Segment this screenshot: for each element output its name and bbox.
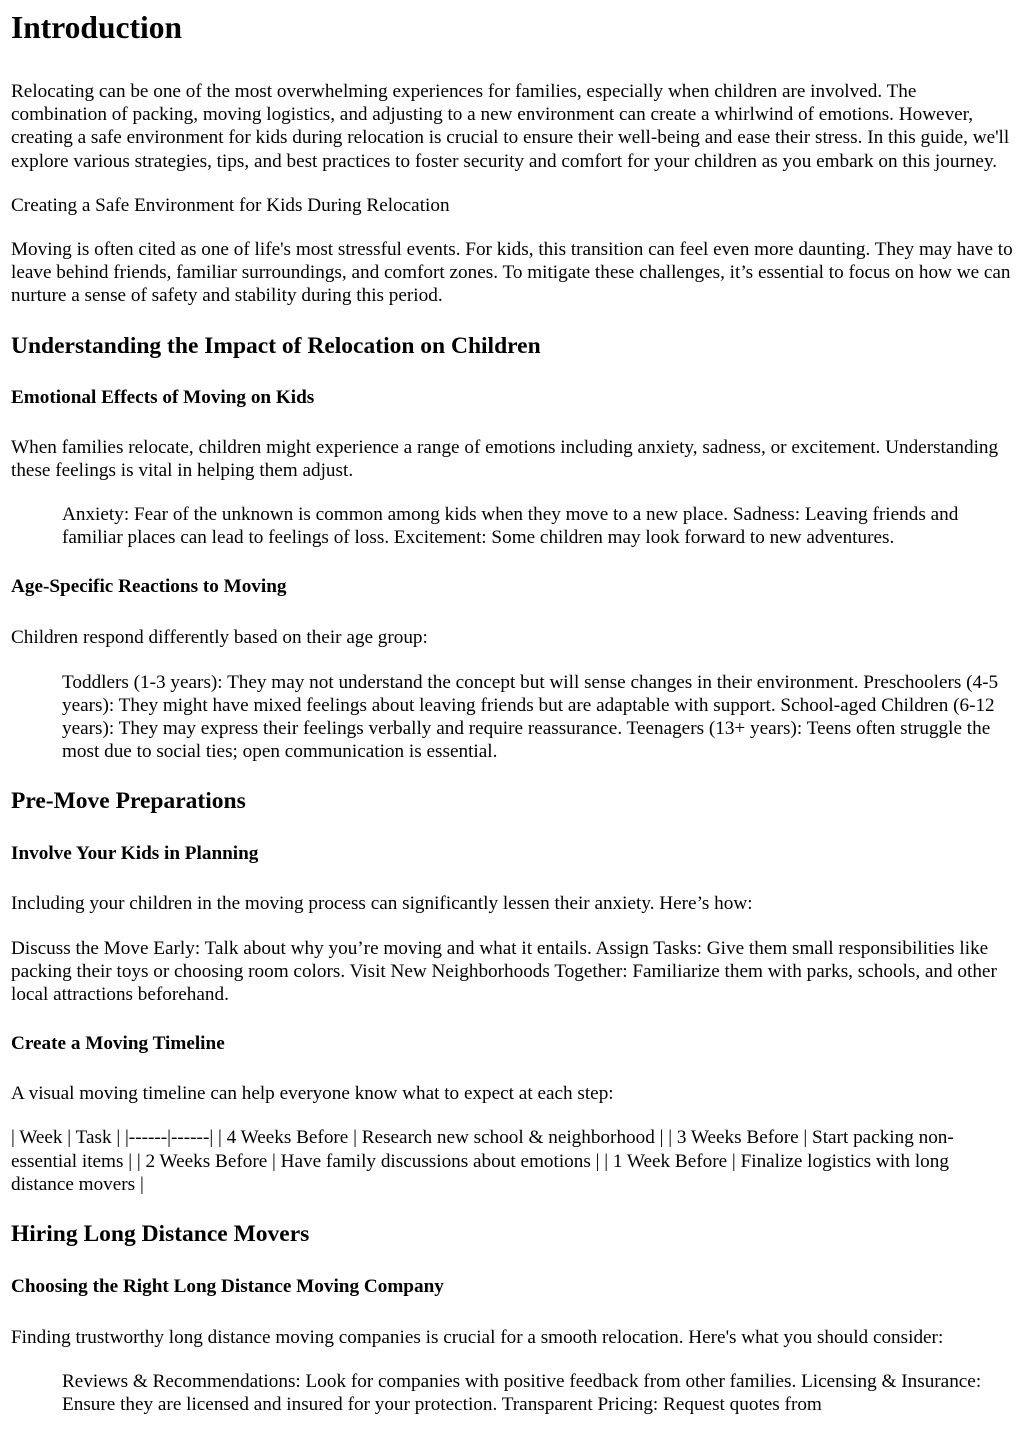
impact-heading: Understanding the Impact of Relocation on Children	[11, 332, 541, 359]
intro-paragraph: Relocating can be one of the most overwhelming experiences for families, especially when children are involved. The combination of packing, moving logistics, and adjusting to a new environment can create a whirlwind of emotions. However, creating a safe environment for kids during relocation is crucial to ensure their well-being and ease their stress. In this guide, we'll explore various strategies, tips, and best practices to foster security and comfort for your children as you embark on this journey.	[11, 81, 1010, 172]
emotions-blockquote: Anxiety: Fear of the unknown is common among kids when they move to a new place. Sadness: Leaving friends and familiar places can lead to feelings of loss. Excitement: Some children may look forward to new adventures.	[62, 504, 959, 549]
choosing-company-paragraph: Finding trustworthy long distance moving companies is crucial for a smooth relocation. Here's what you should consider:	[11, 1327, 944, 1349]
emotional-effects-heading: Emotional Effects of Moving on Kids	[11, 386, 315, 408]
considerations-blockquote: Reviews & Recommendations: Look for companies with positive feedback from other families. Licensing & Insurance: Ensure they are licensed and insured for your protection. Transparent Pricing: Request quotes from	[62, 1371, 982, 1416]
timeline-paragraph: A visual moving timeline can help everyone know what to expect at each step:	[11, 1083, 614, 1105]
emotional-effects-paragraph: When families relocate, children might experience a range of emotions including anxiety, sadness, or excitement. Understanding these feelings is vital in helping them adjust.	[11, 436, 999, 481]
involve-kids-heading: Involve Your Kids in Planning	[11, 843, 259, 865]
timeline-table-text: | Week | Task | |------|------| | 4 Weeks Before | Research new school & neighborhood | | 3 Weeks Before | Start packing non-essential items | | 2 Weeks Before | Have family discussions about emotions | | 1 Week Before | Finalize logistics with long distance movers |	[11, 1127, 954, 1195]
premove-heading: Pre-Move Preparations	[11, 788, 246, 815]
hiring-movers-heading: Hiring Long Distance Movers	[11, 1221, 310, 1248]
moving-stress-paragraph: Moving is often cited as one of life's most stressful events. For kids, this transition can feel even more daunting. They may have to leave behind friends, familiar surroundings, and comfort zones. To mitigate these challenges, it’s essential to focus on how we can nurture a sense of safety and stability during this period.	[11, 239, 1013, 307]
article	[0, 10, 1024, 1417]
involve-kids-steps: Discuss the Move Early: Talk about why you’re moving and what it entails. Assign Tasks: Give them small responsibilities like packing their toys or choosing room colors. Visit New Neighborhoods Together: Familiarize them with parks, schools, and other local attractions beforehand.	[11, 937, 997, 1006]
timeline-heading: Create a Moving Timeline	[11, 1033, 225, 1055]
age-groups-blockquote: Toddlers (1-3 years): They may not understand the concept but will sense changes in their environment. Preschoolers (4-5 years): They might have mixed feelings about leaving friends but are adaptable with support. School-aged Children (6-12 years): They may express their feelings verbally and require reassurance. Teenagers (13+ years): Teens often struggle the most due to social ties; open communication is essential.	[62, 671, 999, 763]
intro-heading: Introduction	[11, 10, 182, 45]
choosing-company-heading: Choosing the Right Long Distance Moving Company	[11, 1276, 444, 1298]
involve-kids-paragraph: Including your children in the moving process can significantly lessen their anxiety. Here’s how:	[11, 893, 753, 915]
age-reactions-paragraph: Children respond differently based on their age group:	[11, 627, 428, 649]
guide-subtitle: Creating a Safe Environment for Kids During Relocation	[11, 194, 450, 216]
age-reactions-heading: Age-Specific Reactions to Moving	[11, 576, 287, 598]
